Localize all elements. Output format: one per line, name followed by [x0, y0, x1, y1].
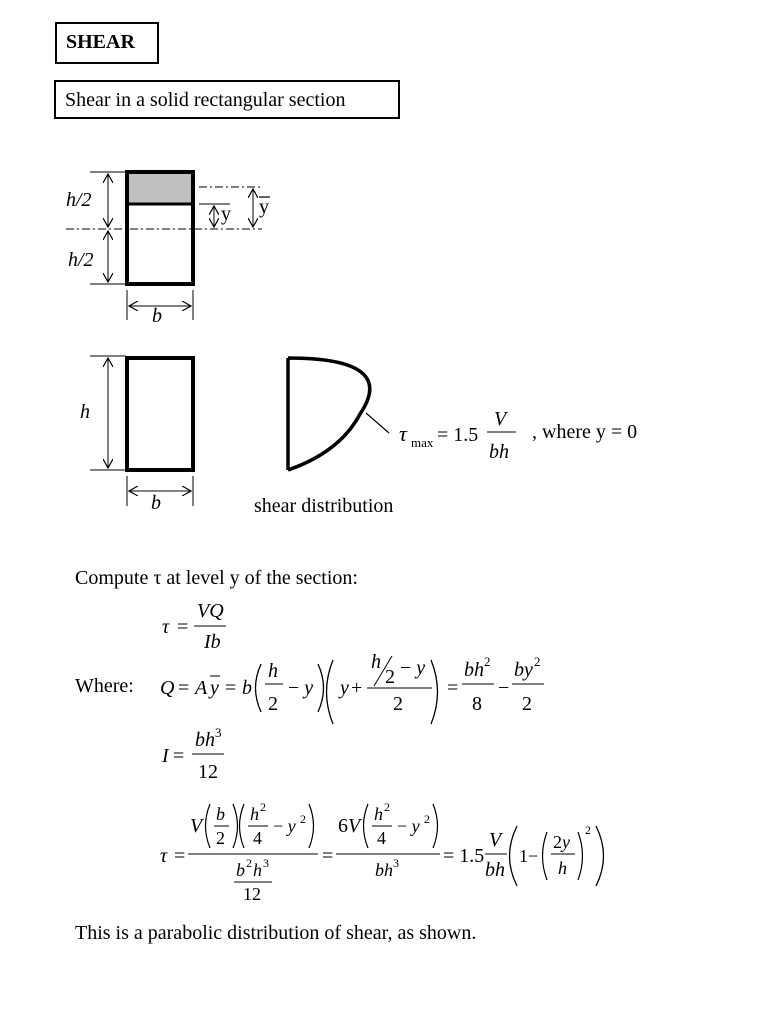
svg-text:V: V — [489, 829, 502, 851]
svg-text:2: 2 — [268, 693, 278, 715]
svg-text:V: V — [190, 815, 203, 837]
svg-text:2: 2 — [216, 828, 225, 848]
section-outline-bottom — [127, 358, 193, 470]
svg-text:2: 2 — [585, 823, 591, 837]
shaded-area — [127, 172, 193, 204]
svg-text:h: h — [253, 860, 262, 880]
svg-text:=: = — [174, 845, 186, 867]
svg-text:VQ: VQ — [197, 600, 224, 622]
svg-text:4: 4 — [377, 828, 386, 848]
svg-text:−: − — [498, 677, 510, 699]
cross-section-bottom-figure — [80, 356, 193, 514]
label-width-bottom: b — [151, 492, 161, 514]
svg-text:+: + — [351, 677, 363, 699]
cross-section-top-figure — [66, 172, 270, 327]
svg-text:= 1.5: = 1.5 — [437, 424, 479, 446]
svg-text:Ib: Ib — [204, 631, 221, 653]
svg-text:b: b — [236, 860, 245, 880]
svg-text:τ: τ — [162, 616, 170, 638]
svg-text:=: = — [322, 845, 334, 867]
svg-text:2: 2 — [484, 654, 491, 669]
svg-text:b: b — [216, 804, 225, 824]
svg-text:2y: 2y — [553, 832, 570, 852]
svg-text:2: 2 — [424, 812, 430, 826]
svg-text:4: 4 — [253, 828, 262, 848]
svg-text:=: = — [177, 616, 189, 638]
svg-text:h: h — [250, 804, 259, 824]
tau-max-equation — [399, 408, 516, 463]
label-y: y — [221, 203, 231, 225]
label-half-height-bottom: h/2 — [68, 249, 94, 271]
leader-line — [366, 413, 389, 433]
svg-text:h: h — [268, 660, 278, 682]
svg-text:=: = — [178, 677, 190, 699]
svg-text:bh: bh — [485, 859, 505, 881]
equation-I-definition — [161, 725, 224, 783]
equation-tau-result — [160, 800, 604, 904]
svg-text:max: max — [411, 435, 434, 450]
shear-distribution-diagram — [288, 358, 389, 470]
svg-text:h: h — [558, 858, 567, 878]
svg-text:2: 2 — [246, 856, 252, 870]
svg-text:bh: bh — [489, 441, 509, 463]
distribution-caption: shear distribution — [254, 495, 394, 517]
svg-text:=: = — [447, 677, 459, 699]
svg-text:1−: 1− — [519, 846, 539, 866]
page-title: SHEAR — [55, 22, 159, 64]
svg-text:− y: − y — [397, 816, 420, 836]
svg-text:Q: Q — [160, 677, 175, 699]
svg-text:2: 2 — [393, 693, 403, 715]
svg-text:V: V — [494, 408, 507, 430]
svg-text:3: 3 — [393, 856, 399, 870]
svg-text:2: 2 — [300, 812, 306, 826]
svg-text:2: 2 — [534, 654, 541, 669]
svg-text:h: h — [371, 651, 381, 673]
svg-text:bh: bh — [375, 860, 393, 880]
conclusion-text: This is a parabolic distribution of shear, as shown. — [75, 922, 477, 944]
svg-text:6V: 6V — [338, 815, 361, 837]
svg-text:3: 3 — [263, 856, 269, 870]
svg-text:2: 2 — [385, 666, 395, 688]
svg-text:bh: bh — [464, 659, 484, 681]
where-label: Where: — [75, 675, 134, 697]
svg-text:b: b — [242, 677, 252, 699]
equation-tau-definition — [162, 600, 226, 653]
svg-text:3: 3 — [215, 725, 222, 740]
label-half-height-top: h/2 — [66, 189, 92, 211]
compute-line: Compute τ at level y of the section: — [75, 567, 358, 589]
section-heading: Shear in a solid rectangular section — [54, 80, 400, 119]
svg-text:2: 2 — [522, 693, 532, 715]
svg-text:I: I — [162, 745, 169, 767]
svg-text:= 1.5: = 1.5 — [443, 845, 485, 867]
svg-text:12: 12 — [243, 884, 261, 904]
svg-text:bh: bh — [195, 729, 215, 751]
where-clause: , where y = 0 — [532, 421, 638, 443]
label-ybar: y — [259, 196, 269, 218]
equation-Q-definition — [160, 651, 544, 724]
parabolic-curve — [288, 358, 370, 470]
svg-text:12: 12 — [198, 761, 218, 783]
svg-text:y: y — [340, 677, 349, 699]
svg-text:2: 2 — [260, 800, 266, 814]
svg-text:=: = — [173, 745, 185, 767]
svg-text:8: 8 — [472, 693, 482, 715]
svg-text:y: y — [210, 677, 219, 699]
svg-text:τ: τ — [399, 421, 407, 446]
svg-text:− y: − y — [400, 657, 426, 679]
svg-text:=: = — [225, 677, 237, 699]
svg-text:− y: − y — [273, 816, 296, 836]
svg-text:− y: − y — [288, 677, 314, 699]
label-width-top: b — [152, 305, 162, 327]
svg-text:h: h — [374, 804, 383, 824]
label-height: h — [80, 401, 90, 423]
svg-text:by: by — [514, 659, 533, 681]
svg-text:A: A — [195, 677, 208, 699]
svg-text:2: 2 — [384, 800, 390, 814]
svg-text:τ: τ — [160, 845, 168, 867]
